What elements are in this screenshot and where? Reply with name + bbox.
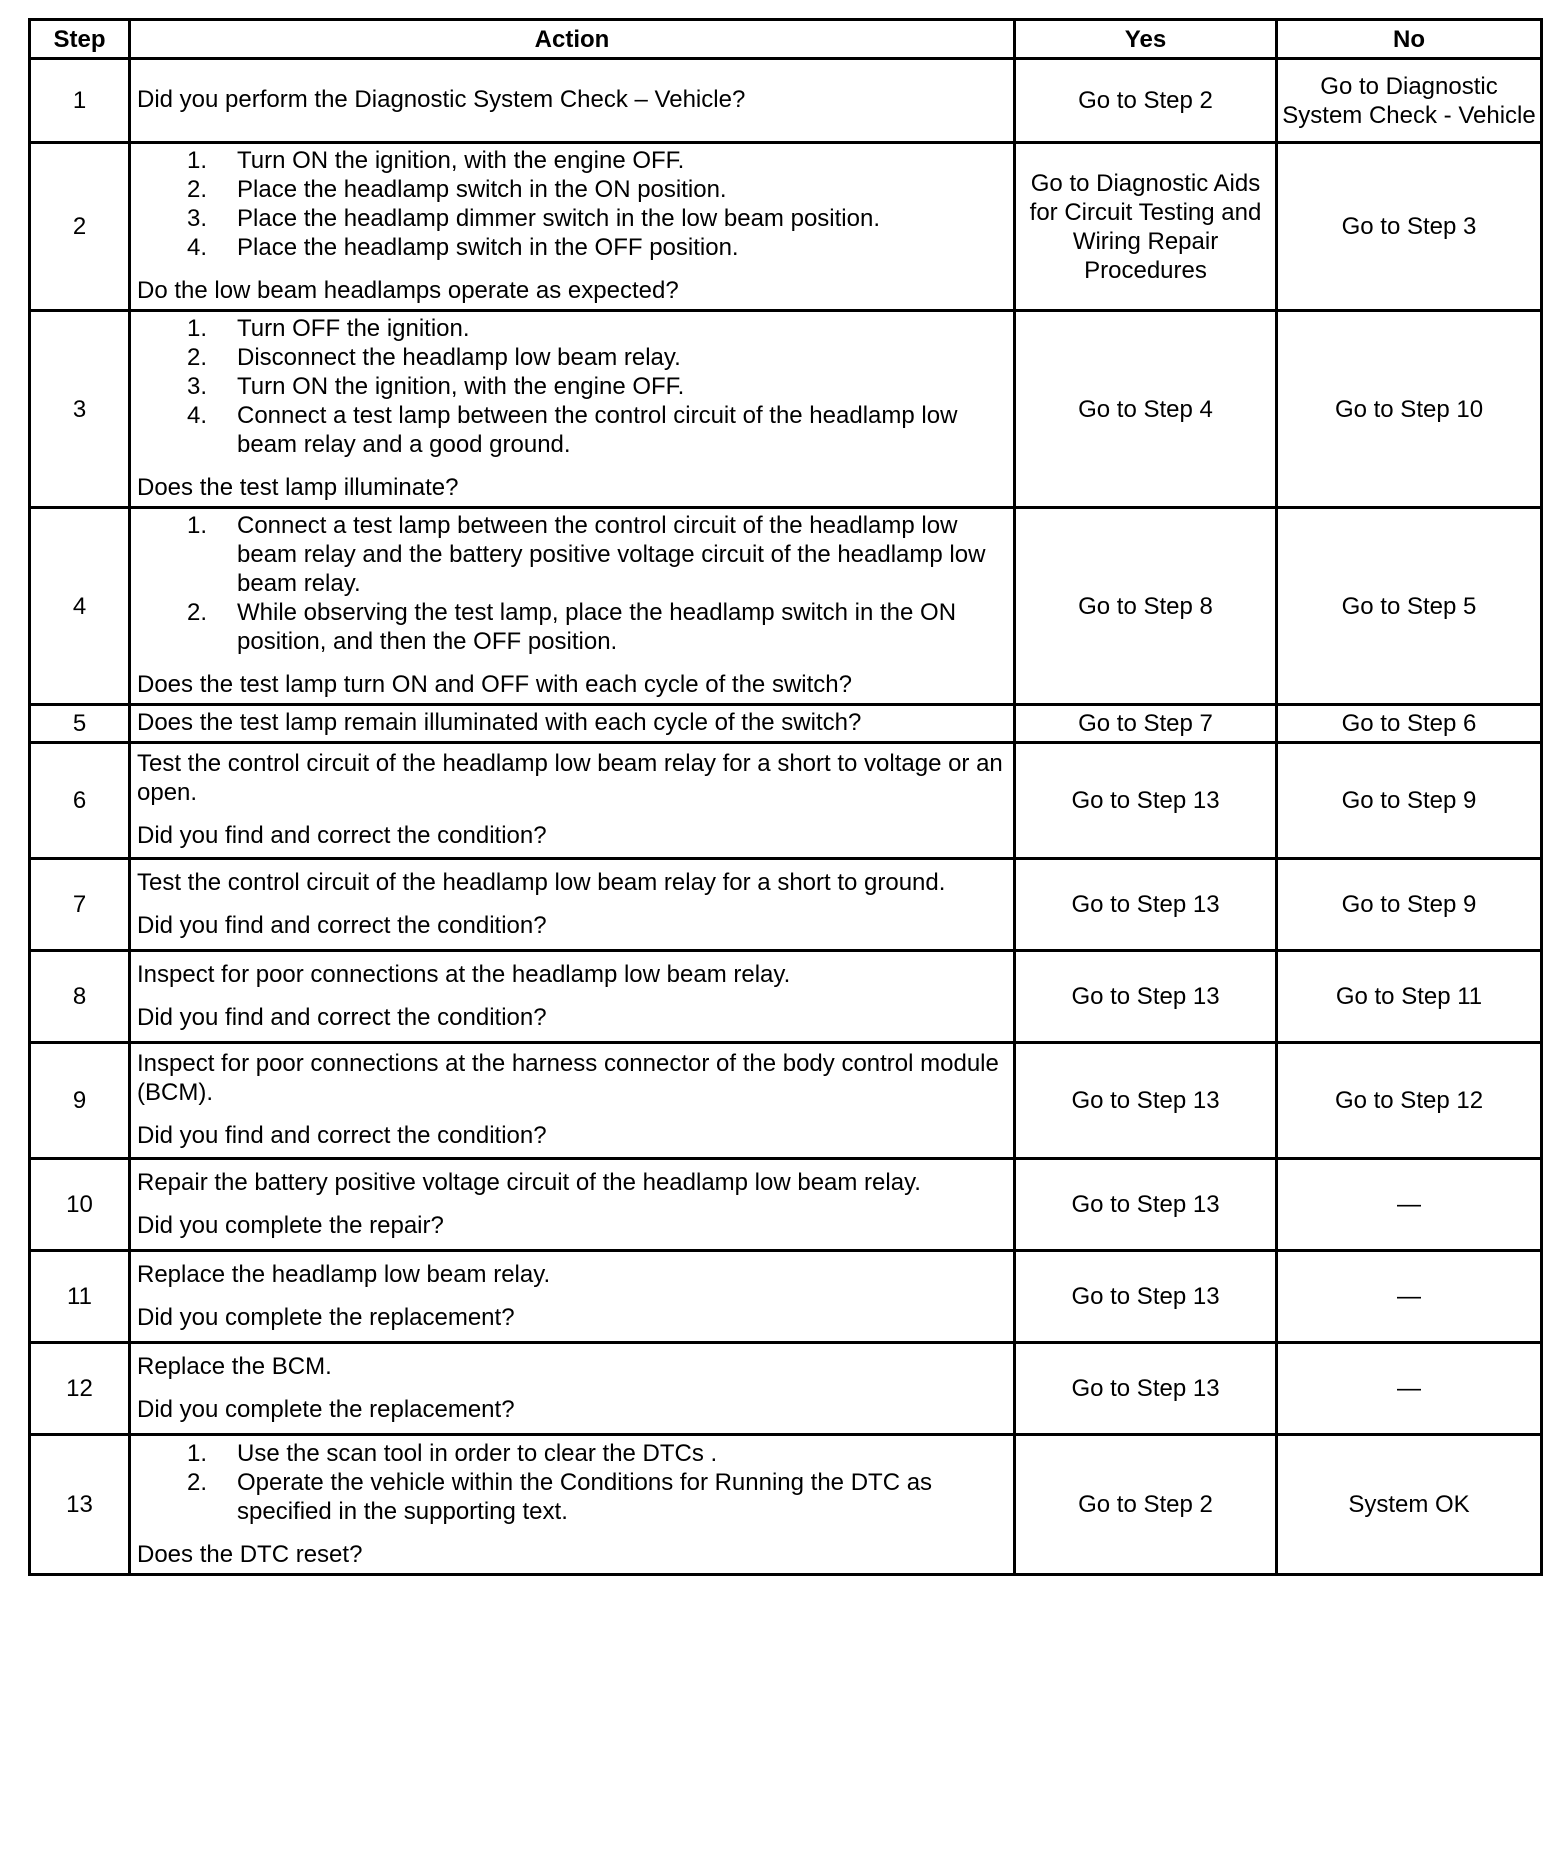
header-yes: Yes bbox=[1015, 20, 1277, 59]
action-cell bbox=[130, 59, 1015, 143]
procedure-item: 4. Connect a test lamp between the control circuit of the headlamp low beam relay and a good ground. bbox=[187, 402, 958, 458]
procedure-item: 1. Turn ON the ignition, with the engine OFF. bbox=[187, 147, 685, 174]
no-result: Go to Step 11 bbox=[1277, 951, 1542, 1043]
question-text: Do the low beam headlamps operate as expected? bbox=[137, 277, 679, 304]
yes-result: Go to Step 13 bbox=[1015, 1043, 1277, 1159]
yes-result: Go to Step 2 bbox=[1015, 59, 1277, 143]
no-result: — bbox=[1277, 1343, 1542, 1435]
step-number: 8 bbox=[30, 951, 130, 1043]
step-number: 9 bbox=[30, 1043, 130, 1159]
table-row bbox=[30, 1043, 1542, 1159]
no-result: Go to Step 9 bbox=[1277, 743, 1542, 859]
step-number: 2 bbox=[30, 143, 130, 311]
action-cell bbox=[130, 508, 1015, 705]
no-result: Go to Step 12 bbox=[1277, 1043, 1542, 1159]
step-number: 6 bbox=[30, 743, 130, 859]
procedure-item: 2. Disconnect the headlamp low beam relay. bbox=[187, 344, 681, 371]
action-cell bbox=[130, 1043, 1015, 1159]
question-text: Did you find and correct the condition? bbox=[137, 1122, 547, 1149]
step-number: 5 bbox=[30, 705, 130, 743]
question-text: Does the DTC reset? bbox=[137, 1540, 363, 1568]
yes-result: Go to Step 2 bbox=[1015, 1435, 1277, 1575]
action-cell bbox=[130, 143, 1015, 311]
step-number: 7 bbox=[30, 859, 130, 951]
table-row bbox=[30, 705, 1542, 743]
step-number: 11 bbox=[30, 1251, 130, 1343]
diagnostic-table-container bbox=[28, 18, 1540, 1576]
table-row bbox=[30, 951, 1542, 1043]
table-row bbox=[30, 59, 1542, 143]
instruction-text: Replace the headlamp low beam relay. bbox=[137, 1260, 551, 1288]
header-no: No bbox=[1277, 20, 1542, 59]
yes-result: Go to Step 13 bbox=[1015, 951, 1277, 1043]
diagnostic-table bbox=[28, 18, 1543, 1576]
action-cell bbox=[130, 743, 1015, 859]
action-cell bbox=[130, 1435, 1015, 1575]
header-action: Action bbox=[130, 20, 1015, 59]
no-result: Go to Step 3 bbox=[1277, 143, 1542, 311]
procedure-list bbox=[137, 314, 1007, 459]
action-cell bbox=[130, 1343, 1015, 1435]
instruction-text: Did you perform the Diagnostic System Check – Vehicle? bbox=[137, 86, 746, 113]
procedure-item: 4. Place the headlamp switch in the OFF position. bbox=[187, 234, 739, 261]
procedure-list bbox=[137, 511, 1007, 656]
instruction-text: Test the control circuit of the headlamp low beam relay for a short to voltage or an open. bbox=[137, 750, 1003, 806]
no-result: System OK bbox=[1277, 1435, 1542, 1575]
action-cell bbox=[130, 1251, 1015, 1343]
yes-result: Go to Step 13 bbox=[1015, 859, 1277, 951]
no-result: Go to Step 9 bbox=[1277, 859, 1542, 951]
yes-result: Go to Step 13 bbox=[1015, 743, 1277, 859]
step-number: 3 bbox=[30, 311, 130, 508]
table-row bbox=[30, 143, 1542, 311]
yes-result: Go to Step 13 bbox=[1015, 1343, 1277, 1435]
question-text: Did you find and correct the condition? bbox=[137, 911, 547, 939]
instruction-text: Inspect for poor connections at the harness connector of the body control module (BCM). bbox=[137, 1050, 999, 1106]
question-text: Does the test lamp turn ON and OFF with each cycle of the switch? bbox=[137, 671, 852, 698]
header-step: Step bbox=[30, 20, 130, 59]
no-result: Go to Step 5 bbox=[1277, 508, 1542, 705]
step-number: 10 bbox=[30, 1159, 130, 1251]
procedure-list bbox=[137, 1439, 1007, 1526]
procedure-item: 1. Use the scan tool in order to clear the DTCs . bbox=[187, 1439, 718, 1467]
action-cell bbox=[130, 311, 1015, 508]
no-result: — bbox=[1277, 1159, 1542, 1251]
no-result bbox=[1277, 59, 1542, 143]
table-row bbox=[30, 1343, 1542, 1435]
procedure-item: 1. Turn OFF the ignition. bbox=[187, 315, 470, 342]
yes-result: Go to Step 13 bbox=[1015, 1251, 1277, 1343]
procedure-item: 2. Operate the vehicle within the Conditions for Running the DTC as specified in the supporting text. bbox=[187, 1468, 933, 1525]
procedure-item: 2. Place the headlamp switch in the ON position. bbox=[187, 176, 727, 203]
yes-result: Go to Step 4 bbox=[1015, 311, 1277, 508]
question-text: Does the test lamp remain illuminated with each cycle of the switch? bbox=[137, 709, 862, 736]
table-row bbox=[30, 1435, 1542, 1575]
question-text: Did you complete the replacement? bbox=[137, 1303, 515, 1331]
no-result: Go to Step 6 bbox=[1277, 705, 1542, 743]
action-cell bbox=[130, 859, 1015, 951]
action-cell bbox=[130, 1159, 1015, 1251]
action-cell bbox=[130, 705, 1015, 743]
instruction-text: Repair the battery positive voltage circuit of the headlamp low beam relay. bbox=[137, 1168, 921, 1196]
instruction-text: Test the control circuit of the headlamp low beam relay for a short to ground. bbox=[137, 868, 946, 896]
procedure-item: 2. While observing the test lamp, place the headlamp switch in the ON position, and then the OFF position. bbox=[187, 599, 957, 655]
table-row bbox=[30, 1159, 1542, 1251]
header-row bbox=[30, 20, 1542, 59]
step-number: 12 bbox=[30, 1343, 130, 1435]
instruction-text: Replace the BCM. bbox=[137, 1352, 332, 1380]
table-row bbox=[30, 311, 1542, 508]
procedure-list bbox=[137, 146, 1007, 262]
action-cell bbox=[130, 951, 1015, 1043]
question-text: Did you find and correct the condition? bbox=[137, 1003, 547, 1031]
question-text: Does the test lamp illuminate? bbox=[137, 474, 459, 501]
step-number: 4 bbox=[30, 508, 130, 705]
yes-result: Go to Step 8 bbox=[1015, 508, 1277, 705]
no-result: — bbox=[1277, 1251, 1542, 1343]
table-row bbox=[30, 1251, 1542, 1343]
yes-result: Go to Step 13 bbox=[1015, 1159, 1277, 1251]
yes-result: Go to Diagnostic Aids for Circuit Testing and Wiring Repair Procedures bbox=[1015, 143, 1277, 311]
question-text: Did you complete the replacement? bbox=[137, 1395, 515, 1423]
table-row bbox=[30, 859, 1542, 951]
no-result-text: Go to Diagnostic System Check - Vehicle bbox=[1282, 72, 1536, 129]
procedure-item: 1. Connect a test lamp between the control circuit of the headlamp low beam relay and the battery positive voltage circuit of the headlamp low beam relay. bbox=[187, 512, 986, 597]
table-row bbox=[30, 508, 1542, 705]
procedure-item: 3. Place the headlamp dimmer switch in the low beam position. bbox=[187, 205, 880, 232]
no-result: Go to Step 10 bbox=[1277, 311, 1542, 508]
procedure-item: 3. Turn ON the ignition, with the engine OFF. bbox=[187, 373, 685, 400]
table-row bbox=[30, 743, 1542, 859]
yes-result: Go to Step 7 bbox=[1015, 705, 1277, 743]
instruction-text: Inspect for poor connections at the headlamp low beam relay. bbox=[137, 960, 791, 988]
question-text: Did you complete the repair? bbox=[137, 1211, 444, 1239]
step-number: 13 bbox=[30, 1435, 130, 1575]
step-number: 1 bbox=[30, 59, 130, 143]
question-text: Did you find and correct the condition? bbox=[137, 822, 547, 849]
